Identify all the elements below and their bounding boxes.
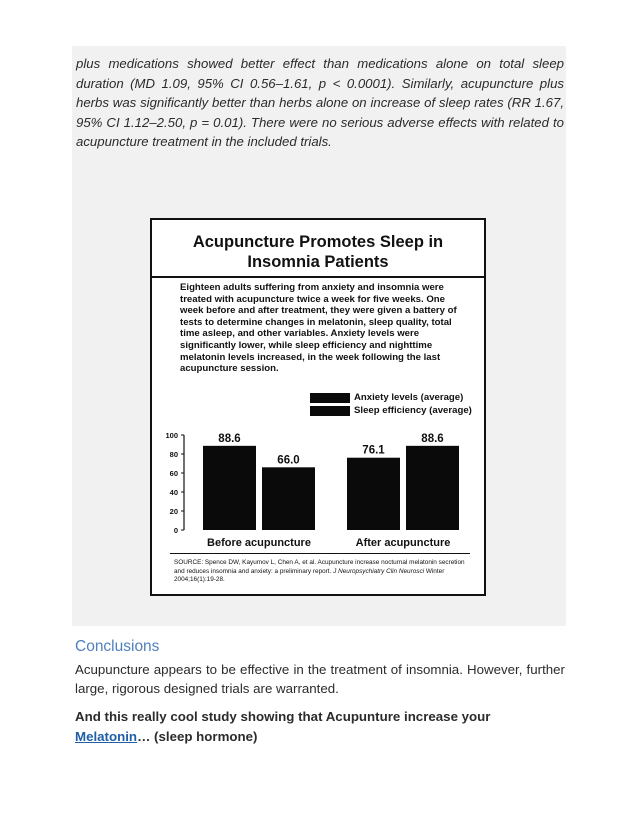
figure-title-divider [152,276,484,278]
bar-value-label: 66.0 [277,454,300,467]
figure-title [152,232,484,272]
conclusions-text: Acupuncture appears to be effective in the treatment of insomnia. However, further large, rigorous designed trials are warranted. [75,662,565,696]
bar-anxiety [203,446,256,530]
bar-anxiety [347,458,400,530]
y-tick-label: 100 [165,431,178,440]
bar-value-label: 88.6 [218,432,241,445]
study-suffix-text: … (sleep hormone) [137,728,258,744]
conclusions-heading: Conclusions [75,638,160,655]
y-tick-label: 80 [169,450,178,459]
legend-item-sleep-efficiency [310,404,472,417]
x-category-label: Before acupuncture [207,537,311,549]
bar-value-label: 76.1 [362,444,385,457]
figure-source-citation [174,559,474,585]
figure-description: Eighteen adults suffering from anxiety and insomnia were treated with acupuncture twice a week for five weeks. One week before and after treatment, they were given a battery of tests to determine changes in melatonin, sleep quality, total time asleep, and other variables. Anxiety levels were significantly lower, while sleep efficiency and nighttime melatonin levels increased, in the week following the last acupuncture session. [180,282,457,375]
y-tick-label: 0 [173,526,178,535]
legend-item-anxiety [310,391,472,404]
legend-label-anxiety: Anxiety levels (average) [354,392,464,403]
figure-title-line-2: Insomnia Patients [247,253,389,271]
study-intro-text: And this really cool study showing that Acupunture increase your [75,709,491,724]
y-tick-label: 20 [169,507,178,516]
x-category-label: After acupuncture [355,537,451,549]
y-tick-label: 40 [169,488,178,497]
acupuncture-sleep-figure [150,218,486,596]
melatonin-study-paragraph [75,707,565,746]
melatonin-link[interactable]: Melatonin [75,728,138,744]
chart-legend [310,391,472,417]
legend-swatch-sleep-efficiency [310,406,350,416]
y-tick-label: 60 [169,469,178,478]
source-citation-text: SOURCE: Spence DW, Kayumov L, Chen A, et al. Acupuncture increase nocturnal melatonin secretion and reduces insomnia and anxiety: a preliminary report. [174,559,465,575]
bar-chart [152,425,484,553]
legend-label-sleep-efficiency: Sleep efficiency (average) [354,405,472,416]
legend-swatch-anxiety [310,393,350,403]
source-divider [170,553,470,554]
figure-title-line-1: Acupuncture Promotes Sleep in [192,233,444,251]
bar-sleep-efficiency [406,446,459,530]
bar-value-label: 88.6 [421,432,444,445]
bar-sleep-efficiency [262,467,315,530]
abstract-results-text: plus medications showed better effect than medications alone on total sleep duration (MD 1.09, 95% CI 0.56–1.61, p < 0.0001). Similarly, acupuncture plus herbs was significantly better than herbs alone on increase of sleep rates (RR 1.67, 95% CI 1.12–2.50, p = 0.01). There were no serious adverse effects with related to acupuncture treatment in the included trials. [76,56,564,149]
source-journal: J Neuropsychiatry Clin Neurosci [333,567,425,575]
source-issue: Winter 2004;16(1):19-28. [174,567,445,584]
